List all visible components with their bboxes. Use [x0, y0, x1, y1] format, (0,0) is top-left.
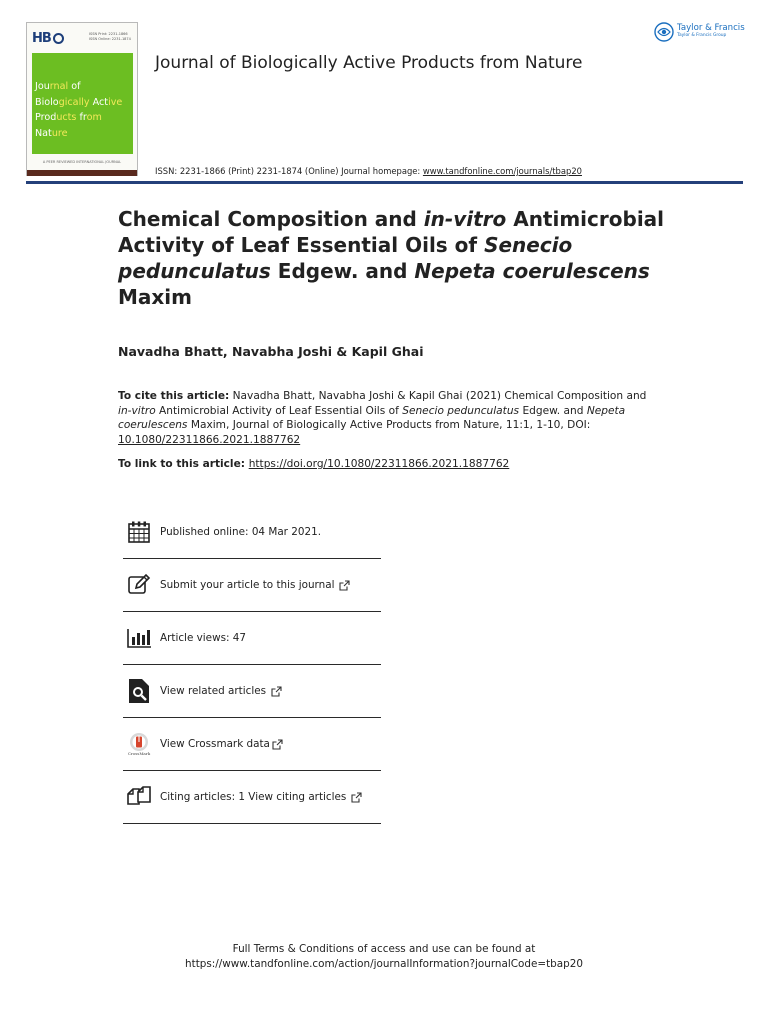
submit-article-link[interactable]: Submit your article to this journal	[160, 579, 335, 591]
cover-journal-title	[35, 79, 131, 141]
citation-block	[118, 389, 658, 448]
title-part-italic: Nepeta coerulescens	[414, 259, 650, 283]
issn-text: ISSN: 2231-1866 (Print) 2231-1874 (Online) Journal homepage:	[155, 166, 423, 176]
citation-text-italic: Senecio pedunculatus	[402, 404, 520, 417]
external-link-icon	[339, 580, 350, 591]
title-part-italic: Senecio pedunculatus	[118, 233, 573, 283]
article-link-line	[118, 458, 509, 470]
article-doi-link[interactable]: https://doi.org/10.1080/22311866.2021.1887762	[248, 458, 510, 470]
crossmark-row[interactable]	[123, 718, 381, 771]
related-articles-row[interactable]	[123, 665, 381, 718]
citation-text: Antimicrobial Activity of Leaf Essential Oils of	[155, 404, 403, 417]
article-views-row	[123, 612, 381, 665]
cover-title-segment: gically	[58, 96, 90, 108]
citing-articles-icon	[126, 784, 152, 810]
cover-issn-online: ISSN Online: 2231-1874	[89, 37, 131, 41]
taylor-francis-logo-icon	[654, 22, 674, 42]
citation-doi-link[interactable]: 10.1080/22311866.2021.1887762	[118, 434, 301, 447]
cover-title-segment: ucts	[56, 112, 77, 123]
globe-icon	[53, 33, 64, 44]
cover-title-segment: fr	[76, 112, 87, 123]
article-title	[118, 206, 678, 310]
article-info-list	[123, 506, 381, 824]
cover-green-panel	[32, 53, 133, 154]
citation-text: Edgew. and	[519, 404, 587, 417]
publisher-logo	[32, 30, 64, 46]
published-online-row	[123, 506, 381, 559]
cover-footer-text: A PEER REVIEWED INTERNATIONAL JOURNAL	[42, 160, 122, 164]
title-part: Antimicrobial Activity of Leaf Essential Oils of	[118, 207, 665, 257]
article-views-text: Article views: 47	[160, 632, 247, 644]
crossmark-icon-label: CrossMark	[127, 751, 151, 756]
external-link-icon	[271, 686, 282, 697]
publisher-group: Taylor & Francis Group	[677, 33, 727, 38]
cover-logo-text: HB	[32, 30, 51, 46]
title-part: Maxim	[118, 285, 192, 309]
cover-title-line	[35, 110, 131, 126]
cover-title-segment: of	[68, 81, 81, 92]
submit-article-row[interactable]	[123, 559, 381, 612]
journal-title: Journal of Biologically Active Products from Nature	[155, 53, 583, 73]
published-online-text: Published online: 04 Mar 2021.	[160, 526, 322, 538]
search-document-icon	[126, 678, 152, 704]
cover-issn	[89, 32, 131, 42]
cover-title-segment: Nat	[35, 127, 52, 139]
cover-title-segment: Jou	[35, 81, 50, 92]
cover-title-line	[35, 126, 131, 142]
title-part-italic: in-vitro	[423, 207, 507, 231]
cover-title-segment: rnal	[49, 81, 69, 92]
cover-title-segment: Act	[89, 96, 109, 108]
header-rule	[26, 181, 743, 184]
citation-text-italic: Nepeta coerulescens	[118, 404, 626, 432]
cover-title-segment: om	[86, 112, 102, 123]
citation-text: Navadha Bhatt, Navabha Joshi & Kapil Ghai (2021) Chemical Composition and	[229, 390, 647, 402]
cover-title-segment: Prod	[35, 112, 57, 123]
citation-text-italic: in-vitro	[118, 404, 156, 417]
external-link-icon	[351, 792, 362, 803]
title-part: Chemical Composition and	[118, 207, 424, 231]
cover-title-line	[35, 79, 131, 95]
taylor-francis-logo[interactable]	[654, 22, 745, 42]
citing-articles-row[interactable]	[123, 771, 381, 824]
crossmark-icon	[126, 731, 152, 757]
title-part: Edgew. and	[270, 259, 415, 283]
terms-url[interactable]: https://www.tandfonline.com/action/journalInformation?journalCode=tbap20	[185, 958, 583, 970]
calendar-icon	[126, 519, 152, 545]
cover-title-line	[35, 95, 131, 111]
cover-title-segment: ure	[51, 127, 68, 139]
link-label: To link to this article:	[118, 458, 249, 470]
journal-homepage-link[interactable]: www.tandfonline.com/journals/tbap20	[422, 166, 582, 176]
journal-cover-thumbnail	[26, 22, 138, 176]
citation-label: To cite this article:	[118, 390, 230, 402]
crossmark-link[interactable]: View Crossmark data	[160, 738, 270, 750]
article-authors: Navadha Bhatt, Navabha Joshi & Kapil Ghai	[118, 344, 424, 359]
cover-issn-print: ISSN Print: 2231-1866	[89, 32, 128, 36]
cover-title-segment: Biolo	[35, 96, 59, 108]
issn-line	[155, 166, 582, 176]
bar-chart-icon	[126, 625, 152, 651]
related-articles-link[interactable]: View related articles	[160, 685, 267, 697]
external-link-icon	[272, 739, 283, 750]
citing-articles-link[interactable]: Citing articles: 1 View citing articles	[160, 791, 347, 803]
cover-title-segment: ive	[108, 96, 123, 108]
terms-text: Full Terms & Conditions of access and use can be found at	[232, 943, 536, 955]
publisher-name: Taylor & Francis	[677, 23, 745, 33]
cover-bottom-bar	[27, 170, 137, 176]
edit-icon	[126, 572, 152, 598]
terms-footer	[0, 942, 768, 972]
citation-text: Maxim, Journal of Biologically Active Products from Nature, 11:1, 1-10, DOI:	[187, 419, 591, 432]
